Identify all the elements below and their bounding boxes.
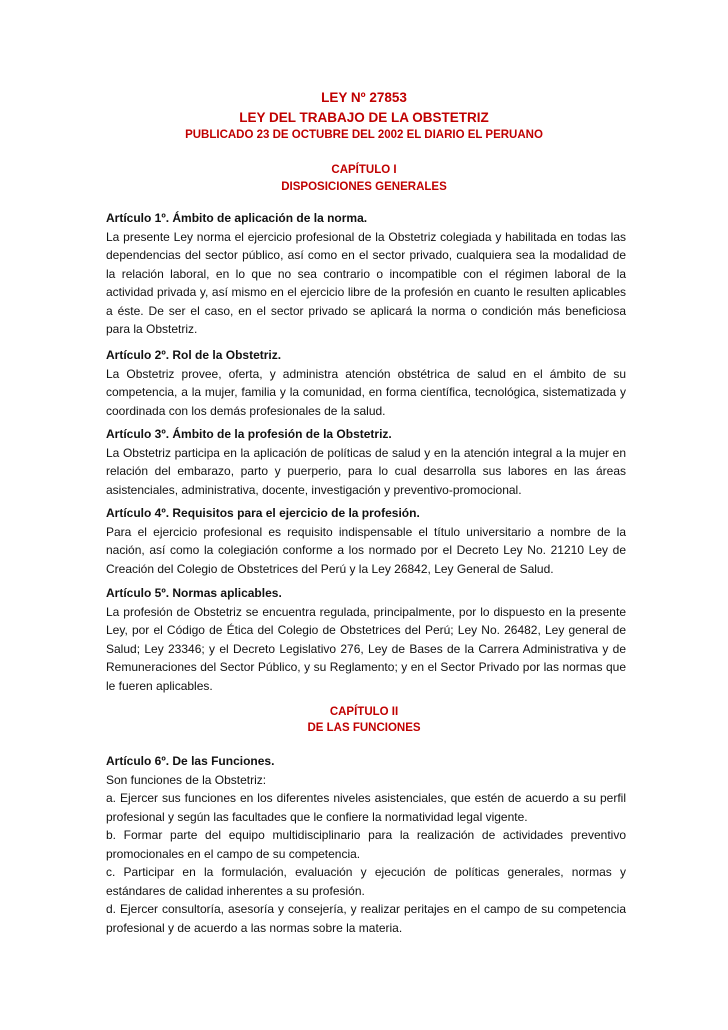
chapter-2-title: DE LAS FUNCIONES (307, 722, 421, 734)
article-1-text: La presente Ley norma el ejercicio profesional de la Obstetriz colegiada y habilitada en todas las dependencias del sector público, así como en el sector privado, cualquiera sea la modalidad de la relación laboral, en lo que no sea contrario o incompatible con el régimen laboral de la actividad privada y, así mismo en el ejercicio libre de la profesión en cuanto le resulten aplicables a éste. De ser el caso, en el sector privado se aplicará la norma o condición más beneficiosa para la Obstetriz. (106, 229, 626, 336)
function-item-d: d. Ejercer consultoría, asesoría y consejería, y realizar peritajes en el campo de su competencia profesional y de acuerdo a las normas sobre la materia. (106, 902, 626, 935)
article-6-title: Artículo 6º. De las Funciones. (106, 754, 275, 768)
chapter-1-heading: CAPÍTULO I (331, 164, 397, 176)
article-3 (106, 425, 626, 499)
article-5-text: La profesión de Obstetriz se encuentra regulada, principalmente, por lo dispuesto en la presente Ley, por el Código de Ética del Colegio de Obstetrices del Perú; Ley No. 26482, Ley general de Salud; Ley 23346; y el Decreto Legislativo 276, Ley de Bases de la Carrera Administrativa y de Remuneraciones del Sector Público, y su Reglamento; y en el Sector Privado por las normas que le fueren aplicables. (106, 604, 626, 693)
publication-line: PUBLICADO 23 DE OCTUBRE DEL 2002 EL DIARIO EL PERUANO (185, 129, 543, 141)
article-6 (106, 752, 626, 937)
article-3-title: Artículo 3º. Ámbito de la profesión de la Obstetriz. (106, 427, 392, 441)
article-6-intro: Son funciones de la Obstetriz: (106, 772, 267, 787)
article-4 (106, 504, 626, 578)
chapter-2-heading: CAPÍTULO II (329, 706, 399, 718)
article-2 (106, 346, 626, 420)
law-title: LEY DEL TRABAJO DE LA OBSTETRIZ (239, 110, 489, 125)
function-item-a: a. Ejercer sus funciones en los diferentes niveles asistenciales, que estén de acuerdo a su perfil profesional y según las facultades que le confiere la normatividad legal vigente. (106, 791, 626, 824)
function-item-c: c. Participar en la formulación, evaluación y ejecución de políticas generales, normas y estándares de calidad inherentes a su profesión. (106, 865, 626, 898)
law-number: LEY Nº 27853 (321, 90, 407, 105)
article-2-text: La Obstetriz provee, oferta, y administra atención obstétrica de salud en el ámbito de su competencia, a la mujer, familia y la comunidad, en forma científica, tecnológica, sistematizada y coordinada con los demás profesionales de la salud. (106, 366, 626, 418)
article-4-text: Para el ejercicio profesional es requisito indispensable el título universitario a nombre de la nación, así como la colegiación conforme a los normado por el Decreto Ley No. 21210 Ley de Creación del Colegio de Obstetrices del Perú y la Ley 26842, Ley General de Salud. (106, 524, 626, 576)
article-5-title: Artículo 5º. Normas aplicables. (106, 586, 282, 600)
article-1 (106, 209, 626, 339)
article-1-title: Artículo 1º. Ámbito de aplicación de la norma. (106, 211, 368, 225)
chapter-1-title: DISPOSICIONES GENERALES (281, 181, 447, 193)
article-5 (106, 584, 626, 695)
article-4-title: Artículo 4º. Requisitos para el ejercicio de la profesión. (106, 506, 420, 520)
article-2-title: Artículo 2º. Rol de la Obstetriz. (106, 348, 282, 362)
article-3-text: La Obstetriz participa en la aplicación de políticas de salud y en la atención integral a la mujer en relación del embarazo, parto y puerperio, para lo cual desarrolla sus labores en las áreas asistenciales, administrativa, docente, investigación y preventivo-promocional. (106, 445, 626, 497)
function-item-b: b. Formar parte del equipo multidisciplinario para la realización de actividades preventivo promocionales en el campo de su competencia. (106, 828, 626, 861)
